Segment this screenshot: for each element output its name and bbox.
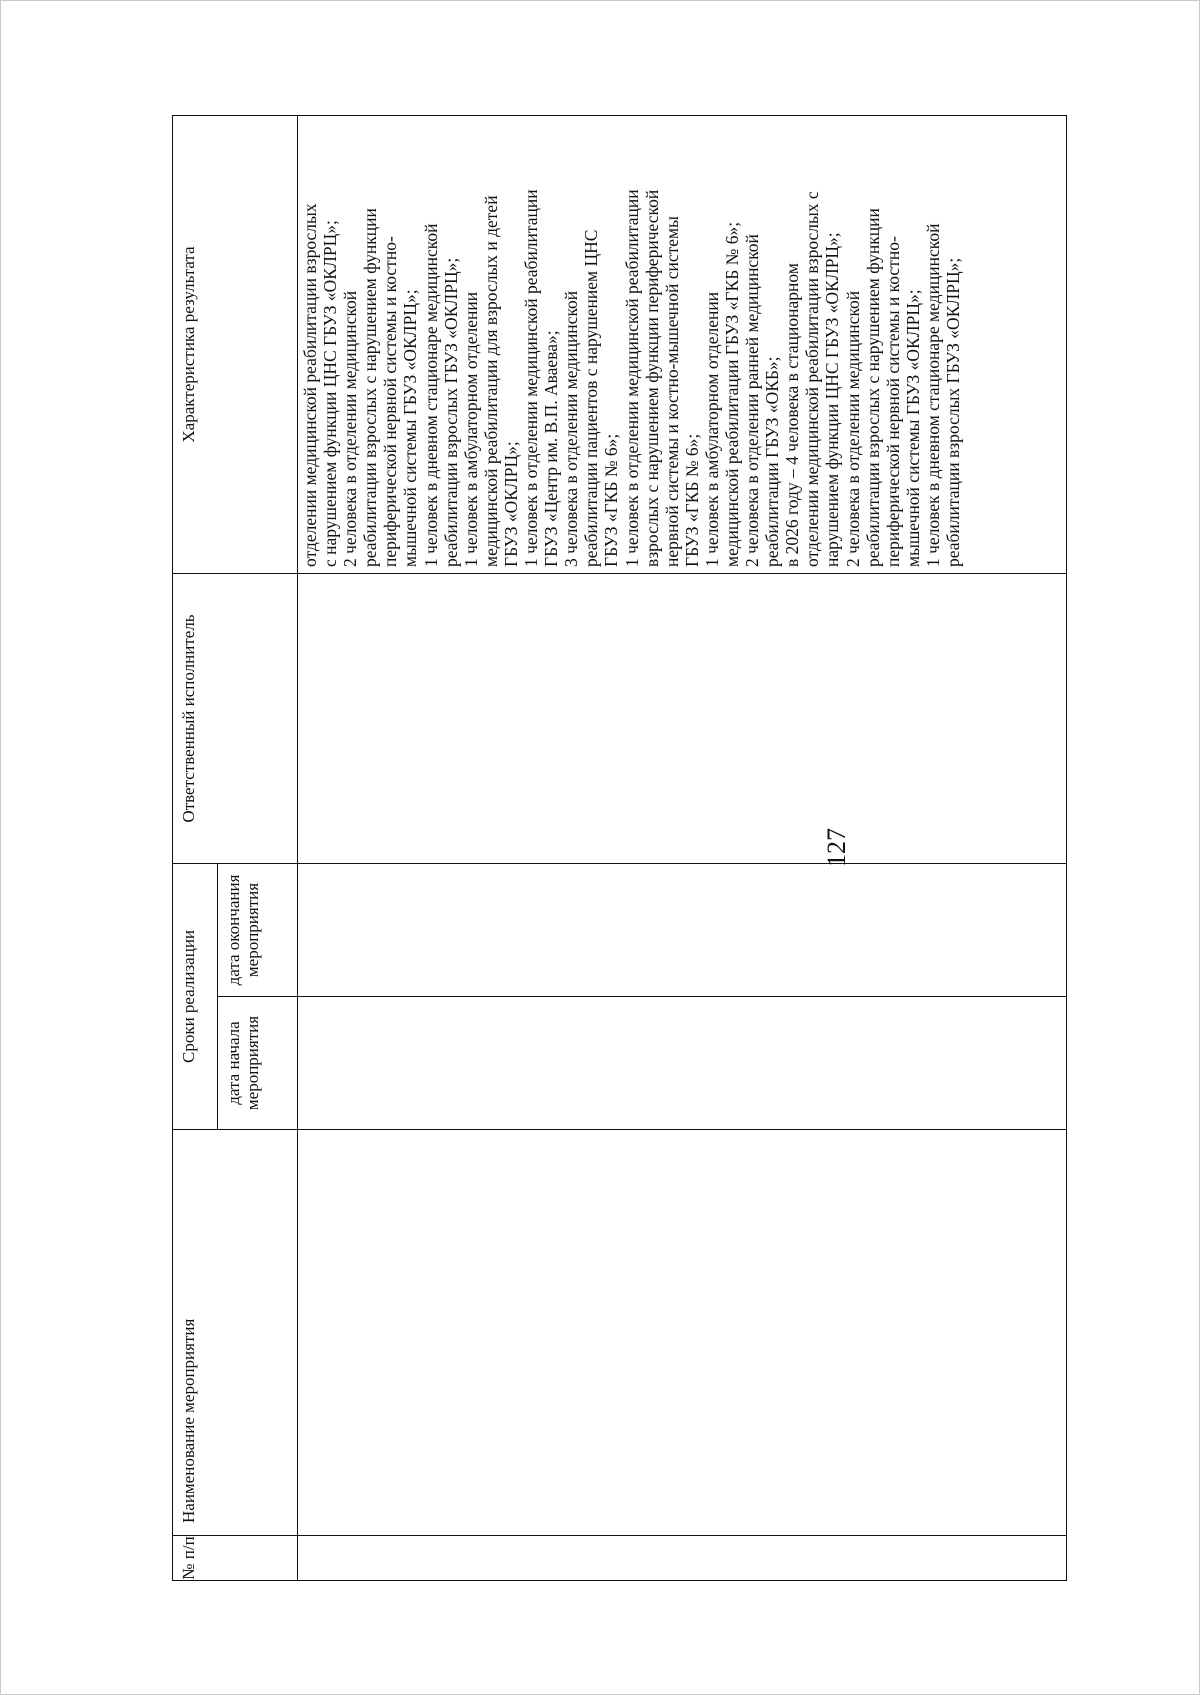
- result-line: 1 человек в отделении медицинской реабилитации: [521, 189, 542, 567]
- cell-end-date: [298, 864, 1067, 997]
- cell-start-date: [298, 997, 1067, 1130]
- result-line: нарушением функции ЦНС ГБУЗ «ОКЛРЦ»;: [822, 232, 843, 567]
- result-line: взрослых с нарушением функции периферической: [641, 189, 662, 567]
- result-line: ГБУЗ «ОКЛРЦ»;: [500, 441, 521, 567]
- header-result: Характеристика результата: [173, 116, 298, 574]
- header-name: Наименование мероприятия: [173, 1130, 298, 1536]
- result-line: периферической нервной системы и костно-: [380, 236, 401, 567]
- header-end-date: дата окончания мероприятия: [218, 864, 298, 997]
- cell-name: [298, 1130, 1067, 1536]
- result-line: реабилитации пациентов с нарушением ЦНС: [581, 229, 602, 567]
- result-line: 2 человека в отделении медицинской: [340, 290, 361, 567]
- header-start-date: дата начала мероприятия: [218, 997, 298, 1130]
- result-line: медицинской реабилитации ГБУЗ «ГКБ № 6»;: [721, 221, 742, 567]
- result-line: отделении медицинской реабилитации взрослых: [300, 203, 320, 567]
- result-line: отделении медицинской реабилитации взрослых с: [802, 191, 823, 567]
- cell-num: [298, 1536, 1067, 1581]
- header-responsible: Ответственный исполнитель: [173, 574, 298, 864]
- result-text: [300, 120, 963, 567]
- result-line: 1 человек в амбулаторном отделении: [701, 291, 722, 567]
- result-line: нервной системы и костно-мышечной системы: [661, 216, 682, 567]
- result-line: реабилитации ГБУЗ «ОКБ»;: [762, 356, 783, 567]
- result-line: реабилитации взрослых с нарушением функции: [360, 208, 381, 567]
- result-line: реабилитации взрослых ГБУЗ «ОКЛРЦ»;: [440, 257, 461, 567]
- result-line: ГБУЗ «Центр им. В.П. Аваева»;: [541, 330, 562, 567]
- result-line: реабилитации взрослых ГБУЗ «ОКЛРЦ»;: [943, 257, 963, 567]
- activity-table: [172, 115, 1067, 1581]
- result-line: периферической нервной системы и костно-: [882, 236, 903, 567]
- result-line: медицинской реабилитации для взрослых и детей: [480, 195, 501, 567]
- result-line: 1 человек в амбулаторном отделении: [460, 291, 481, 567]
- header-num: № п/п: [173, 1536, 298, 1581]
- result-line: 3 человека в отделении медицинской: [561, 290, 582, 567]
- result-line: ГБУЗ «ГКБ № 6»;: [681, 433, 702, 567]
- cell-responsible: [298, 574, 1067, 864]
- result-line: реабилитации взрослых с нарушением функции: [862, 208, 883, 567]
- result-line: мышечной системы ГБУЗ «ОКЛРЦ»;: [902, 289, 923, 567]
- result-line: 2 человека в отделении медицинской: [842, 290, 863, 567]
- table-header-row: [173, 116, 218, 1581]
- page-number: 127: [822, 828, 851, 867]
- header-terms: Сроки реализации: [173, 864, 218, 1130]
- result-line: 1 человек в дневном стационаре медицинской: [922, 223, 943, 567]
- result-line: 1 человек в дневном стационаре медицинской: [420, 223, 441, 567]
- result-line: с нарушением функции ЦНС ГБУЗ «ОКЛРЦ»;: [320, 220, 341, 567]
- result-line: ГБУЗ «ГКБ № 6»;: [601, 433, 622, 567]
- cell-result: [298, 116, 1067, 574]
- result-line: 1 человек в отделении медицинской реабилитации: [621, 189, 642, 567]
- table-row: [298, 116, 1067, 1581]
- result-line: 2 человека в отделении ранней медицинской: [742, 234, 763, 567]
- result-line: в 2026 году – 4 человека в стационарном: [782, 263, 803, 567]
- result-line: мышечной системы ГБУЗ «ОКЛРЦ»;: [400, 289, 421, 567]
